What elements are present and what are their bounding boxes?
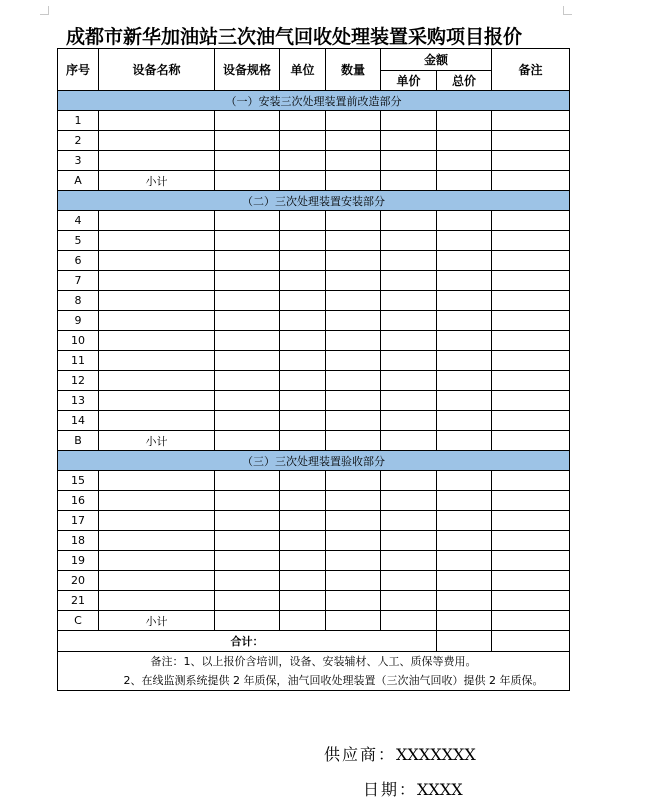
subtotal-cell-total-price[interactable]	[437, 611, 492, 631]
cell-unit-price[interactable]	[381, 551, 437, 571]
table-row	[58, 111, 570, 131]
cell-unit-price[interactable]	[381, 231, 437, 251]
subtotal-row	[58, 431, 570, 451]
header-unit-price: 单价	[381, 71, 437, 91]
cell-qty[interactable]	[326, 571, 381, 591]
cell-spec[interactable]	[215, 211, 280, 231]
table-row	[58, 591, 570, 611]
cell-unit[interactable]	[280, 571, 326, 591]
supplier-signature	[324, 742, 476, 765]
cell-total-price[interactable]	[437, 111, 492, 131]
row-seq: 10	[58, 331, 99, 351]
cell-total-price[interactable]	[437, 151, 492, 171]
cell-qty[interactable]	[326, 151, 381, 171]
row-seq: 3	[58, 151, 99, 171]
cell-remark[interactable]	[492, 591, 570, 611]
cell-qty[interactable]	[326, 351, 381, 371]
cell-unit-price[interactable]	[381, 271, 437, 291]
cell-qty[interactable]	[326, 491, 381, 511]
cell-spec[interactable]	[215, 371, 280, 391]
subtotal-cell-spec[interactable]	[215, 431, 280, 451]
table-row	[58, 391, 570, 411]
row-seq: 20	[58, 571, 99, 591]
cell-qty[interactable]	[326, 211, 381, 231]
cell-unit[interactable]	[280, 511, 326, 531]
cell-total-price[interactable]	[437, 571, 492, 591]
cell-name[interactable]	[99, 311, 215, 331]
cell-remark[interactable]	[492, 271, 570, 291]
cell-remark[interactable]	[492, 131, 570, 151]
cell-spec[interactable]	[215, 471, 280, 491]
header-remark: 备注	[492, 49, 570, 91]
cell-spec[interactable]	[215, 291, 280, 311]
subtotal-cell-remark[interactable]	[492, 611, 570, 631]
cell-total-price[interactable]	[437, 591, 492, 611]
cell-qty[interactable]	[326, 371, 381, 391]
cell-name[interactable]	[99, 211, 215, 231]
table-row	[58, 211, 570, 231]
cell-unit-price[interactable]	[381, 131, 437, 151]
subtotal-cell-unit[interactable]	[280, 171, 326, 191]
section-title: （三）三次处理装置验收部分	[58, 451, 570, 471]
row-seq: 16	[58, 491, 99, 511]
cell-unit-price[interactable]	[381, 471, 437, 491]
cell-spec[interactable]	[215, 311, 280, 331]
row-seq: 13	[58, 391, 99, 411]
subtotal-cell-remark[interactable]	[492, 171, 570, 191]
cell-unit[interactable]	[280, 471, 326, 491]
table-row	[58, 231, 570, 251]
subtotal-row	[58, 611, 570, 631]
cell-qty[interactable]	[326, 111, 381, 131]
table-row	[58, 291, 570, 311]
supplier-label: 供应商：	[324, 745, 397, 764]
cell-spec[interactable]	[215, 571, 280, 591]
cell-name[interactable]	[99, 151, 215, 171]
cell-total-price[interactable]	[437, 551, 492, 571]
subtotal-label: 小计	[99, 611, 215, 631]
table-row	[58, 131, 570, 151]
cell-name[interactable]	[99, 471, 215, 491]
row-seq: 2	[58, 131, 99, 151]
page-corner-mark-right	[563, 6, 572, 15]
cell-unit[interactable]	[280, 311, 326, 331]
cell-qty[interactable]	[326, 331, 381, 351]
cell-spec[interactable]	[215, 231, 280, 251]
table-row	[58, 371, 570, 391]
notes-cell	[58, 652, 570, 691]
cell-unit-price[interactable]	[381, 371, 437, 391]
header-seq: 序号	[58, 49, 99, 91]
cell-unit[interactable]	[280, 391, 326, 411]
date-value: XXXX	[417, 780, 463, 799]
table-row	[58, 571, 570, 591]
cell-unit-price[interactable]	[381, 151, 437, 171]
cell-spec[interactable]	[215, 271, 280, 291]
section-header-row	[58, 191, 570, 211]
cell-spec[interactable]	[215, 131, 280, 151]
subtotal-cell-unit[interactable]	[280, 611, 326, 631]
cell-qty[interactable]	[326, 231, 381, 251]
table-row	[58, 511, 570, 531]
subtotal-cell-spec[interactable]	[215, 611, 280, 631]
cell-unit-price[interactable]	[381, 331, 437, 351]
table-row	[58, 271, 570, 291]
cell-spec[interactable]	[215, 351, 280, 371]
cell-remark[interactable]	[492, 151, 570, 171]
cell-name[interactable]	[99, 271, 215, 291]
cell-spec[interactable]	[215, 511, 280, 531]
cell-unit[interactable]	[280, 591, 326, 611]
cell-name[interactable]	[99, 371, 215, 391]
cell-unit[interactable]	[280, 291, 326, 311]
subtotal-label: 小计	[99, 431, 215, 451]
cell-total-price[interactable]	[437, 291, 492, 311]
cell-total-price[interactable]	[437, 231, 492, 251]
row-seq: 4	[58, 211, 99, 231]
cell-unit-price[interactable]	[381, 531, 437, 551]
table-row	[58, 351, 570, 371]
cell-remark[interactable]	[492, 511, 570, 531]
cell-name[interactable]	[99, 411, 215, 431]
cell-remark[interactable]	[492, 531, 570, 551]
cell-unit-price[interactable]	[381, 491, 437, 511]
cell-name[interactable]	[99, 511, 215, 531]
cell-remark[interactable]	[492, 371, 570, 391]
cell-remark[interactable]	[492, 331, 570, 351]
subtotal-cell-qty[interactable]	[326, 431, 381, 451]
cell-remark[interactable]	[492, 471, 570, 491]
cell-remark[interactable]	[492, 211, 570, 231]
notes-row	[58, 652, 570, 691]
document-title: 成都市新华加油站三次油气回收处理装置采购项目报价	[66, 26, 523, 48]
row-seq: 18	[58, 531, 99, 551]
cell-total-price[interactable]	[437, 471, 492, 491]
section-title: （二）三次处理装置安装部分	[58, 191, 570, 211]
table-row	[58, 491, 570, 511]
cell-unit[interactable]	[280, 231, 326, 251]
cell-remark[interactable]	[492, 571, 570, 591]
cell-total-price[interactable]	[437, 531, 492, 551]
cell-spec[interactable]	[215, 331, 280, 351]
cell-spec[interactable]	[215, 151, 280, 171]
cell-name[interactable]	[99, 391, 215, 411]
header-amount: 金额	[381, 49, 492, 71]
cell-qty[interactable]	[326, 551, 381, 571]
cell-name[interactable]	[99, 491, 215, 511]
quotation-table	[57, 48, 570, 691]
cell-qty[interactable]	[326, 511, 381, 531]
cell-qty[interactable]	[326, 251, 381, 271]
cell-qty[interactable]	[326, 311, 381, 331]
subtotal-row	[58, 171, 570, 191]
subtotal-cell-qty[interactable]	[326, 611, 381, 631]
cell-remark[interactable]	[492, 391, 570, 411]
cell-spec[interactable]	[215, 591, 280, 611]
table-row	[58, 311, 570, 331]
subtotal-cell-total-price[interactable]	[437, 431, 492, 451]
cell-remark[interactable]	[492, 231, 570, 251]
row-seq: 9	[58, 311, 99, 331]
subtotal-code: B	[58, 431, 99, 451]
table-row	[58, 471, 570, 491]
supplier-value: XXXXXXX	[396, 745, 476, 764]
cell-total-price[interactable]	[437, 131, 492, 151]
cell-unit[interactable]	[280, 371, 326, 391]
table-row	[58, 251, 570, 271]
cell-unit-price[interactable]	[381, 411, 437, 431]
cell-name[interactable]	[99, 351, 215, 371]
subtotal-cell-unit-price[interactable]	[381, 431, 437, 451]
cell-unit-price[interactable]	[381, 591, 437, 611]
cell-total-price[interactable]	[437, 211, 492, 231]
grand-total-row	[58, 631, 570, 652]
cell-qty[interactable]	[326, 291, 381, 311]
subtotal-cell-qty[interactable]	[326, 171, 381, 191]
header-name: 设备名称	[99, 49, 215, 91]
cell-name[interactable]	[99, 251, 215, 271]
cell-name[interactable]	[99, 111, 215, 131]
cell-unit[interactable]	[280, 551, 326, 571]
header-qty: 数量	[326, 49, 381, 91]
row-seq: 19	[58, 551, 99, 571]
cell-unit[interactable]	[280, 531, 326, 551]
subtotal-cell-remark[interactable]	[492, 431, 570, 451]
cell-name[interactable]	[99, 551, 215, 571]
row-seq: 11	[58, 351, 99, 371]
row-seq: 14	[58, 411, 99, 431]
cell-unit-price[interactable]	[381, 211, 437, 231]
header-total-price: 总价	[437, 71, 492, 91]
cell-unit-price[interactable]	[381, 351, 437, 371]
table-row	[58, 331, 570, 351]
cell-unit[interactable]	[280, 411, 326, 431]
cell-unit[interactable]	[280, 131, 326, 151]
cell-spec[interactable]	[215, 531, 280, 551]
table-row	[58, 551, 570, 571]
cell-unit-price[interactable]	[381, 511, 437, 531]
row-seq: 21	[58, 591, 99, 611]
cell-remark[interactable]	[492, 351, 570, 371]
cell-spec[interactable]	[215, 491, 280, 511]
subtotal-cell-spec[interactable]	[215, 171, 280, 191]
subtotal-code: A	[58, 171, 99, 191]
cell-name[interactable]	[99, 131, 215, 151]
cell-unit-price[interactable]	[381, 291, 437, 311]
cell-total-price[interactable]	[437, 411, 492, 431]
cell-name[interactable]	[99, 331, 215, 351]
grand-total-total[interactable]	[437, 631, 492, 652]
row-seq: 8	[58, 291, 99, 311]
cell-total-price[interactable]	[437, 351, 492, 371]
row-seq: 17	[58, 511, 99, 531]
cell-unit-price[interactable]	[381, 571, 437, 591]
cell-remark[interactable]	[492, 411, 570, 431]
row-seq: 1	[58, 111, 99, 131]
section-header-row	[58, 91, 570, 111]
table-row	[58, 151, 570, 171]
note-line-2: 2、在线监测系统提供 2 年质保，油气回收处理装置（三次油气回收）提供 2 年质保。	[123, 674, 544, 687]
cell-unit[interactable]	[280, 151, 326, 171]
cell-spec[interactable]	[215, 411, 280, 431]
cell-qty[interactable]	[326, 391, 381, 411]
grand-total-label: 合计：	[58, 631, 437, 652]
section-header-row	[58, 451, 570, 471]
cell-total-price[interactable]	[437, 251, 492, 271]
note-line-1: 备注：1、以上报价含培训，设备、安装辅材、人工、质保等费用。	[150, 655, 477, 668]
row-seq: 6	[58, 251, 99, 271]
cell-remark[interactable]	[492, 311, 570, 331]
cell-name[interactable]	[99, 291, 215, 311]
page-corner-mark-left	[40, 6, 49, 15]
row-seq: 12	[58, 371, 99, 391]
header-unit: 单位	[280, 49, 326, 91]
subtotal-cell-unit-price[interactable]	[381, 171, 437, 191]
cell-unit[interactable]	[280, 271, 326, 291]
cell-spec[interactable]	[215, 111, 280, 131]
cell-remark[interactable]	[492, 551, 570, 571]
cell-remark[interactable]	[492, 111, 570, 131]
grand-total-remark[interactable]	[492, 631, 570, 652]
cell-spec[interactable]	[215, 551, 280, 571]
header-spec: 设备规格	[215, 49, 280, 91]
cell-qty[interactable]	[326, 131, 381, 151]
cell-total-price[interactable]	[437, 391, 492, 411]
cell-spec[interactable]	[215, 391, 280, 411]
cell-unit-price[interactable]	[381, 111, 437, 131]
cell-qty[interactable]	[326, 411, 381, 431]
subtotal-code: C	[58, 611, 99, 631]
cell-name[interactable]	[99, 231, 215, 251]
date-label: 日期：	[363, 780, 418, 799]
row-seq: 15	[58, 471, 99, 491]
cell-remark[interactable]	[492, 491, 570, 511]
cell-name[interactable]	[99, 591, 215, 611]
cell-total-price[interactable]	[437, 371, 492, 391]
cell-total-price[interactable]	[437, 271, 492, 291]
cell-unit[interactable]	[280, 211, 326, 231]
cell-unit-price[interactable]	[381, 251, 437, 271]
subtotal-cell-total-price[interactable]	[437, 171, 492, 191]
row-seq: 5	[58, 231, 99, 251]
date-signature	[363, 777, 463, 800]
cell-name[interactable]	[99, 531, 215, 551]
cell-unit-price[interactable]	[381, 311, 437, 331]
row-seq: 7	[58, 271, 99, 291]
subtotal-label: 小计	[99, 171, 215, 191]
cell-qty[interactable]	[326, 471, 381, 491]
cell-total-price[interactable]	[437, 491, 492, 511]
cell-remark[interactable]	[492, 251, 570, 271]
cell-unit[interactable]	[280, 251, 326, 271]
table-row	[58, 411, 570, 431]
cell-unit[interactable]	[280, 351, 326, 371]
quotation-table-body	[58, 91, 570, 631]
cell-name[interactable]	[99, 571, 215, 591]
cell-spec[interactable]	[215, 251, 280, 271]
subtotal-cell-unit[interactable]	[280, 431, 326, 451]
subtotal-cell-unit-price[interactable]	[381, 611, 437, 631]
cell-unit[interactable]	[280, 331, 326, 351]
table-row	[58, 531, 570, 551]
cell-qty[interactable]	[326, 271, 381, 291]
cell-total-price[interactable]	[437, 511, 492, 531]
cell-unit[interactable]	[280, 491, 326, 511]
cell-unit-price[interactable]	[381, 391, 437, 411]
cell-total-price[interactable]	[437, 311, 492, 331]
cell-unit[interactable]	[280, 111, 326, 131]
cell-remark[interactable]	[492, 291, 570, 311]
cell-qty[interactable]	[326, 591, 381, 611]
cell-total-price[interactable]	[437, 331, 492, 351]
section-title: （一）安装三次处理装置前改造部分	[58, 91, 570, 111]
cell-qty[interactable]	[326, 531, 381, 551]
